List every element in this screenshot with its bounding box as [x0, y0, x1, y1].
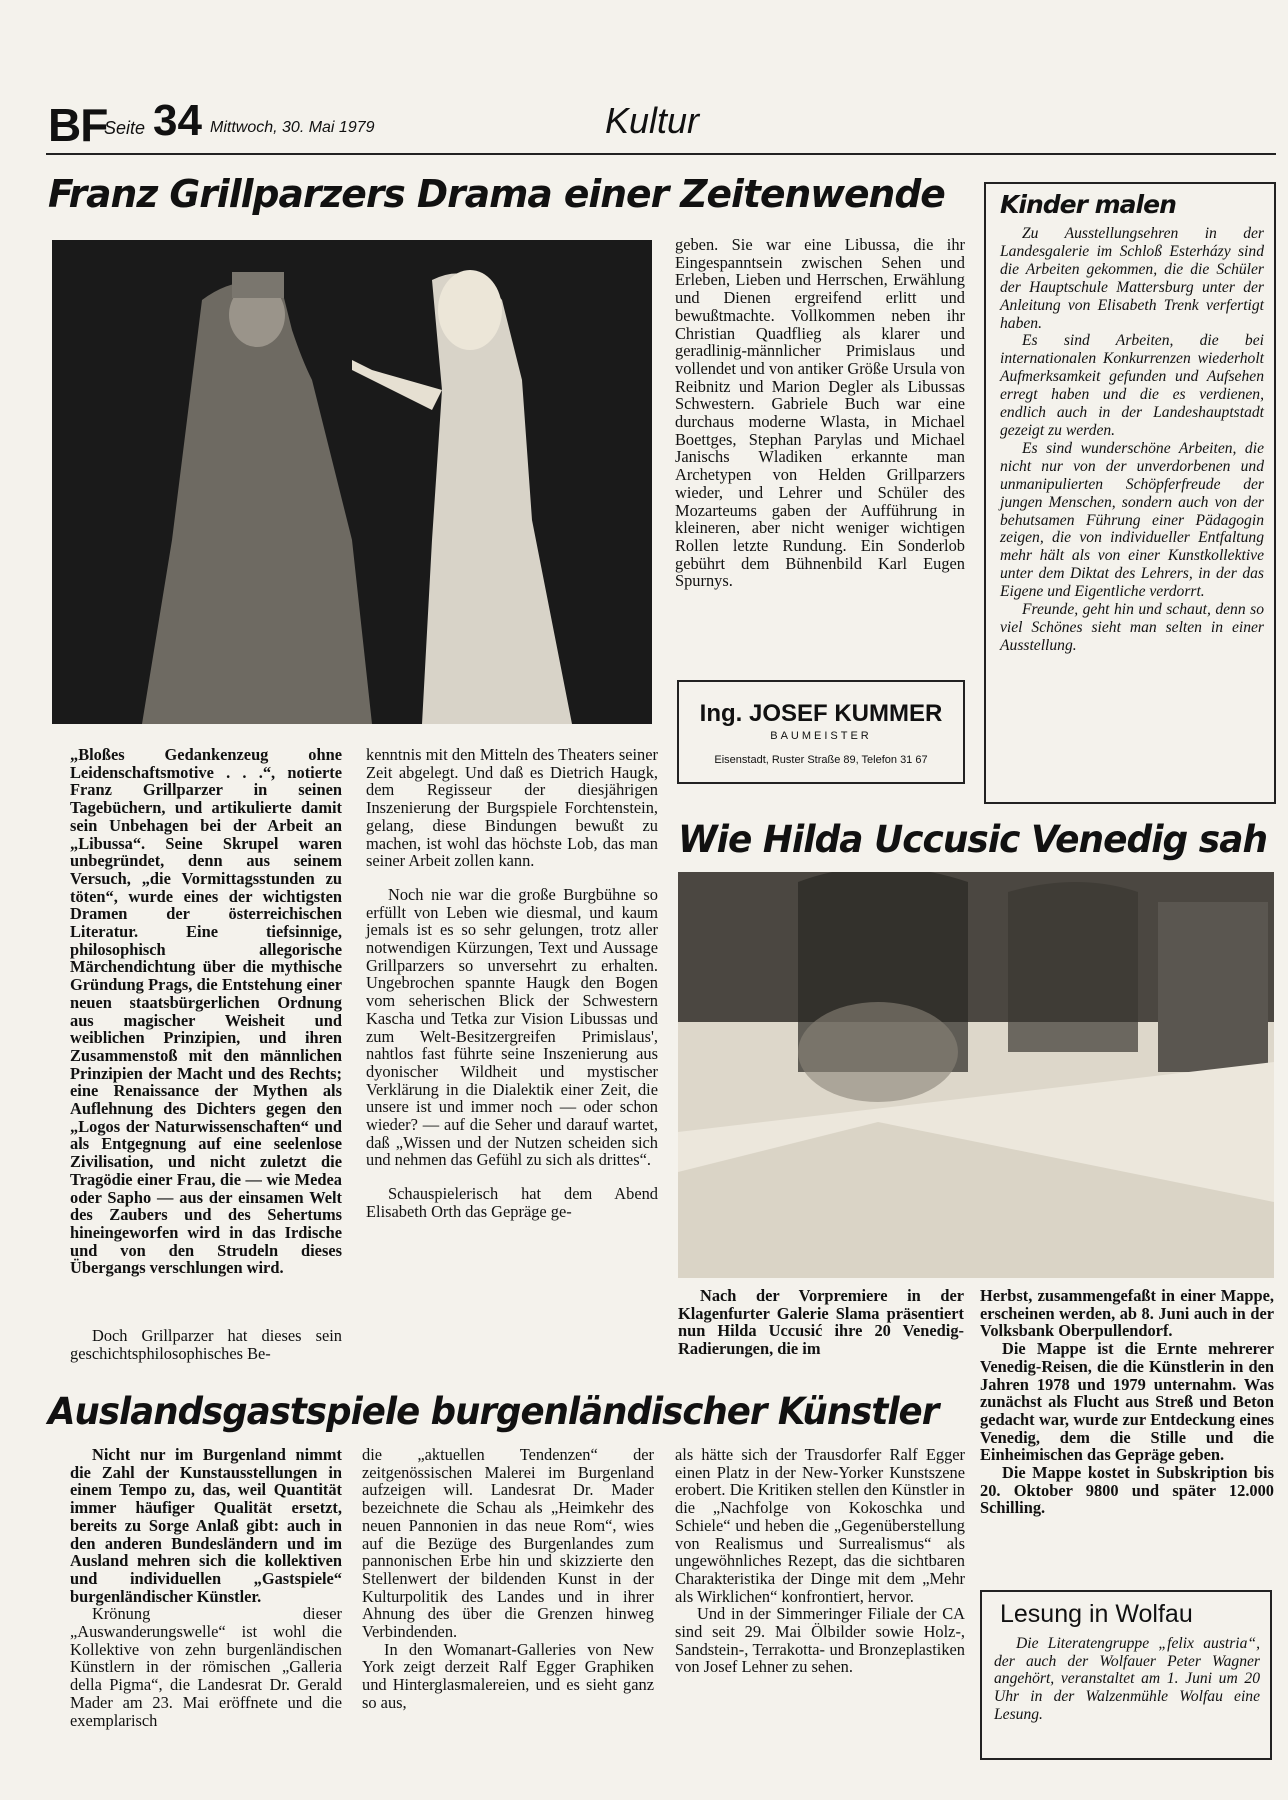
ad-address: Eisenstadt, Ruster Straße 89, Telefon 31 67 [714, 754, 928, 766]
section-title: Kultur [605, 100, 700, 141]
theatre-photo [52, 240, 652, 724]
article2-col2-p3: Die Mappe kostet in Subskription bis 20. Oktober 9800 und später 12.000 Schilling. [980, 1463, 1274, 1518]
article3-col3 [675, 1446, 965, 1676]
article2-col2-p1: Herbst, zusammengefaßt in einer Mappe, erscheinen werden, ab 8. Juni auch in der Volksbank Oberpullendorf. [980, 1286, 1274, 1341]
article3-headline: Auslandsgastspiele burgenländischer Künstler [48, 1390, 939, 1433]
article1-col2-p1: kenntnis mit den Mitteln des Theaters seiner Zeit abgelegt. Und daß es Dietrich Haugk, dem Regisseur der diesjährigen Inszenierung der Burgspiele Forchtenstein, gelang, diese Bindungen bewußt zu machen, ist wohl das höchste Lob, das man seiner Arbeit zollen kann. [366, 745, 658, 871]
article2-headline: Wie Hilda Uccusic Venedig sah [678, 818, 1268, 861]
ad-name: Ing. JOSEF KUMMER [699, 700, 943, 727]
kinder-p2: Es sind Arbeiten, die bei internationalen Konkurrenzen wiederholt Aufmerksamkeit gefunden und Aufsehen erregt haben und die es verdienen, endlich auch in der Landeshauptstadt gezeigt zu werden. [1000, 332, 1264, 439]
header-rule [46, 153, 1276, 155]
article3-col1-p1: Nicht nur im Burgenland nimmt die Zahl der Kunstausstellungen in einem Tempo zu, das, weil Quantität immer häufiger Qualität ersetzt, bereits zu Sorge Anlaß gibt: auch in den anderen Bundesländern und im Ausland mehren sich die kollektiven und individuellen „Gastspiele“ burgenländischer Künstler. [70, 1445, 342, 1606]
article3-col2-p1: die „aktuellen Tendenzen“ der zeitgenössischen Malerei im Burgenland aufzeigen will. Landesrat Dr. Mader bezeichnete die Schau als „Heimkehr des neuen Pannonien in das neue Rom“, wies auf die Bezüge des Burgenlandes zum pannonischen Erbe hin und skizzierte den Stellenwert der bildenden Kunst in der Kulturpolitik des Landes und in ihrer Ahnung des über die Grenzen hinweg Verbindenden. [362, 1445, 654, 1642]
kinder-p4: Freunde, geht hin und schaut, denn so viel Schönes sieht man selten in einer Ausstellung. [1000, 601, 1264, 654]
ad-title: BAUMEISTER [770, 730, 872, 742]
article1-col3 [675, 236, 965, 590]
article1-lead [70, 746, 342, 1277]
kinder-headline: Kinder malen [1000, 190, 1176, 219]
article2-col2-p2: Die Mappe ist die Ernte mehrerer Venedig-Reisen, die die Künstlerin in den Jahren 1978 und 1979 unternahm. Was zunächst als Flucht aus Streß und Beton gedacht war, wurde zur Entdeckung eines Venedig, dem die Stille und die Einheimischen das Gepräge geben. [980, 1339, 1274, 1465]
article1-lead-paragraph: „Bloßes Gedankenzeug ohne Leidenschaftsmotive . . .“, notierte Franz Grillparzer in seinen Tagebüchern, und artikulierte damit sein Unbehagen bei der Arbeit an „Libussa“. Seine Skrupel waren unbegründet, denn aus seinem Versuch, „die Vormittagsstunden zu töten“, wurde eines der wichtigsten Dramen der österreichischen Literatur. Eine tiefsinnige, philosophisch allegorische Märchendichtung über die mythische Gründung Prags, die Entstehung einer neuen staatsbürgerlichen Ordnung aus magischer Weisheit und weiblichen Prinzipien, und ihren Zusammenstoß mit den männlichen Prinzipien der Macht und des Rechts; eine Renaissance der Mythen als Auflehnung des Dichters gegen den „Logos der Naturwissenschaften“ und als Entgegnung auf eine seelenlose Zivilisation, und nicht zuletzt die Tragödie einer Frau, die — wie Medea oder Sapho — aus der einsamen Welt des Zaubers und des Sehertums hineingeworfen wird in das Irdische und von den Strudeln dieses Übergangs verschlungen wird. [70, 745, 342, 1278]
venice-etching [678, 872, 1274, 1278]
issue-date: Mittwoch, 30. Mai 1979 [210, 119, 375, 136]
article1-headline: Franz Grillparzers Drama einer Zeitenwende [48, 172, 945, 216]
article3-col2-p2: In den Womanart-Galleries von New York zeigt derzeit Ralf Egger Graphiken und Hinterglasmalereien, und es sieht ganz so aus, [362, 1639, 654, 1712]
article3-col2 [362, 1446, 654, 1712]
article1-col2 [366, 746, 658, 1221]
kinder-p3: Es sind wunderschöne Arbeiten, die nicht nur von der unverdorbenen und unmanipulierten Schöpferfreude der jungen Menschen, sondern auch von der behutsamen Führung einer Pädagogin zeigen, die von individueller Entfaltung mehr hält als von einer Kunstkollektive unter dem Diktat des Lehrers, in der das Eigene und Eigentliche verdorrt. [1000, 439, 1264, 601]
kinder-body [1000, 225, 1264, 655]
venice-etching-drawing [678, 872, 1274, 1278]
article3-col3-p2: Und in der Simmeringer Filiale der CA sind seit 29. Mai Ölbilder sowie Holz-, Sandstein-, Terrakotta- und Bronzeplastiken von Josef Lehner zu sehen. [675, 1604, 965, 1677]
advertisement [677, 680, 965, 784]
article1-col1-end: Doch Grillparzer hat dieses sein geschichtsphilosophisches Be- [70, 1326, 342, 1363]
article3-col1-p2: Krönung dieser „Auswanderungswelle“ ist wohl die Kollektive von zehn burgenländischen Künstlern in der römischen „Galleria della Pigma“, die Landesrat Dr. Gerald Mader am 23. Mai eröffnete und die exemplarisch [70, 1604, 342, 1730]
theatre-photo-figures [52, 240, 652, 724]
article1-col3-paragraph: geben. Sie war eine Libussa, die ihr Eingespanntsein zwischen Sehen und Erleben, Lieben und Herrschen, Erwählung und Dienen ergreifend erlitt und bewußtmachte. Vollkommen neben ihr Christian Quadflieg als klarer und geradlinig-männlicher Primislaus und vollendet und von antiker Größe Ursula von Reibnitz und Marion Degler als Libussas Schwestern. Gabriele Buch war eine durchaus moderne Wlasta, in Michael Boettges, Stephan Parylas und Michael Janischs Wladiken erkannte man Archetypen von Helden Grillparzers wieder, und Lehrer und Schüler des Mozarteums gaben der Aufführung in kleineren, aber nicht weniger wichtigen Rollen letzte Rundung. Ein Sonderlob gebührt dem Bühnenbild Karl Eugen Spurnys. [675, 235, 965, 591]
article2-col1: Nach der Vorpremiere in der Klagenfurter Galerie Slama präsentiert nun Hilda Uccusić ihre 20 Venedig-Radierungen, die im [678, 1286, 964, 1359]
page-number: 34 [153, 96, 202, 145]
article1-col2-p3: Schauspielerisch hat dem Abend Elisabeth Orth das Gepräge ge- [366, 1184, 658, 1221]
lesung-box [980, 1590, 1272, 1760]
article3-col3-p1: als hätte sich der Trausdorfer Ralf Egger einen Platz in der New-Yorker Kunstszene erobert. Die Kritiken stellen den Künstler in die „Nachfolge von Kokoschka und Schiele“ und heben die „Gegenüberstellung von Realismus und Surrealismus“ als ungewöhnliches Rezept, das die sichtbaren Charakteristika der Dinge mit dem „Mehr als Wirklichen“ konfrontiert, hervor. [675, 1445, 965, 1606]
lesung-headline: Lesung in Wolfau [1000, 1600, 1193, 1628]
article1-col2-p2: Noch nie war die große Burgbühne so erfüllt von Leben wie diesmal, und kaum jemals ist es so sehr gelungen, trotz aller notwendigen Kürzungen, Text und Aussage Grillparzers so unversehrt zu erhalten. Ungebrochen spannte Haugk den Bogen vom seherischen Blick der Schwestern Kascha und Tetka zur Vision Libussas und zum Welt-Besitzergreifen Primislaus', nahtlos fast führte seine Inszenierung aus dyonischer Wildheit und mystischer Verklärung in die Dialektik einer Zeit, die unsere ist und immer noch — oder schon wieder? — auf die Seher und darauf wartet, daß „Wissen und der Nutzen scheiden sich und nehmen das Gefühl zu sich als drittes“. [366, 884, 658, 1170]
article3-col1 [70, 1446, 342, 1729]
kinder-malen-box [984, 182, 1276, 804]
newspaper-logo: BF [48, 99, 108, 151]
kinder-p1: Zu Ausstellungsehren in der Landesgalerie im Schloß Esterházy sind die Arbeiten gekommen, die die Schüler der Hauptschule Mattersburg unter der Anleitung von Elisabeth Trenk verfertigt haben. [1000, 225, 1264, 332]
article2-col2 [980, 1287, 1274, 1517]
lesung-body: Die Literatengruppe „felix austria“, der auch der Wolfauer Peter Wagner angehört, veranstaltet am 1. Juni um 20 Uhr in der Walzenmühle Wolfau eine Lesung. [994, 1635, 1260, 1723]
page-label: Seite [104, 118, 146, 138]
